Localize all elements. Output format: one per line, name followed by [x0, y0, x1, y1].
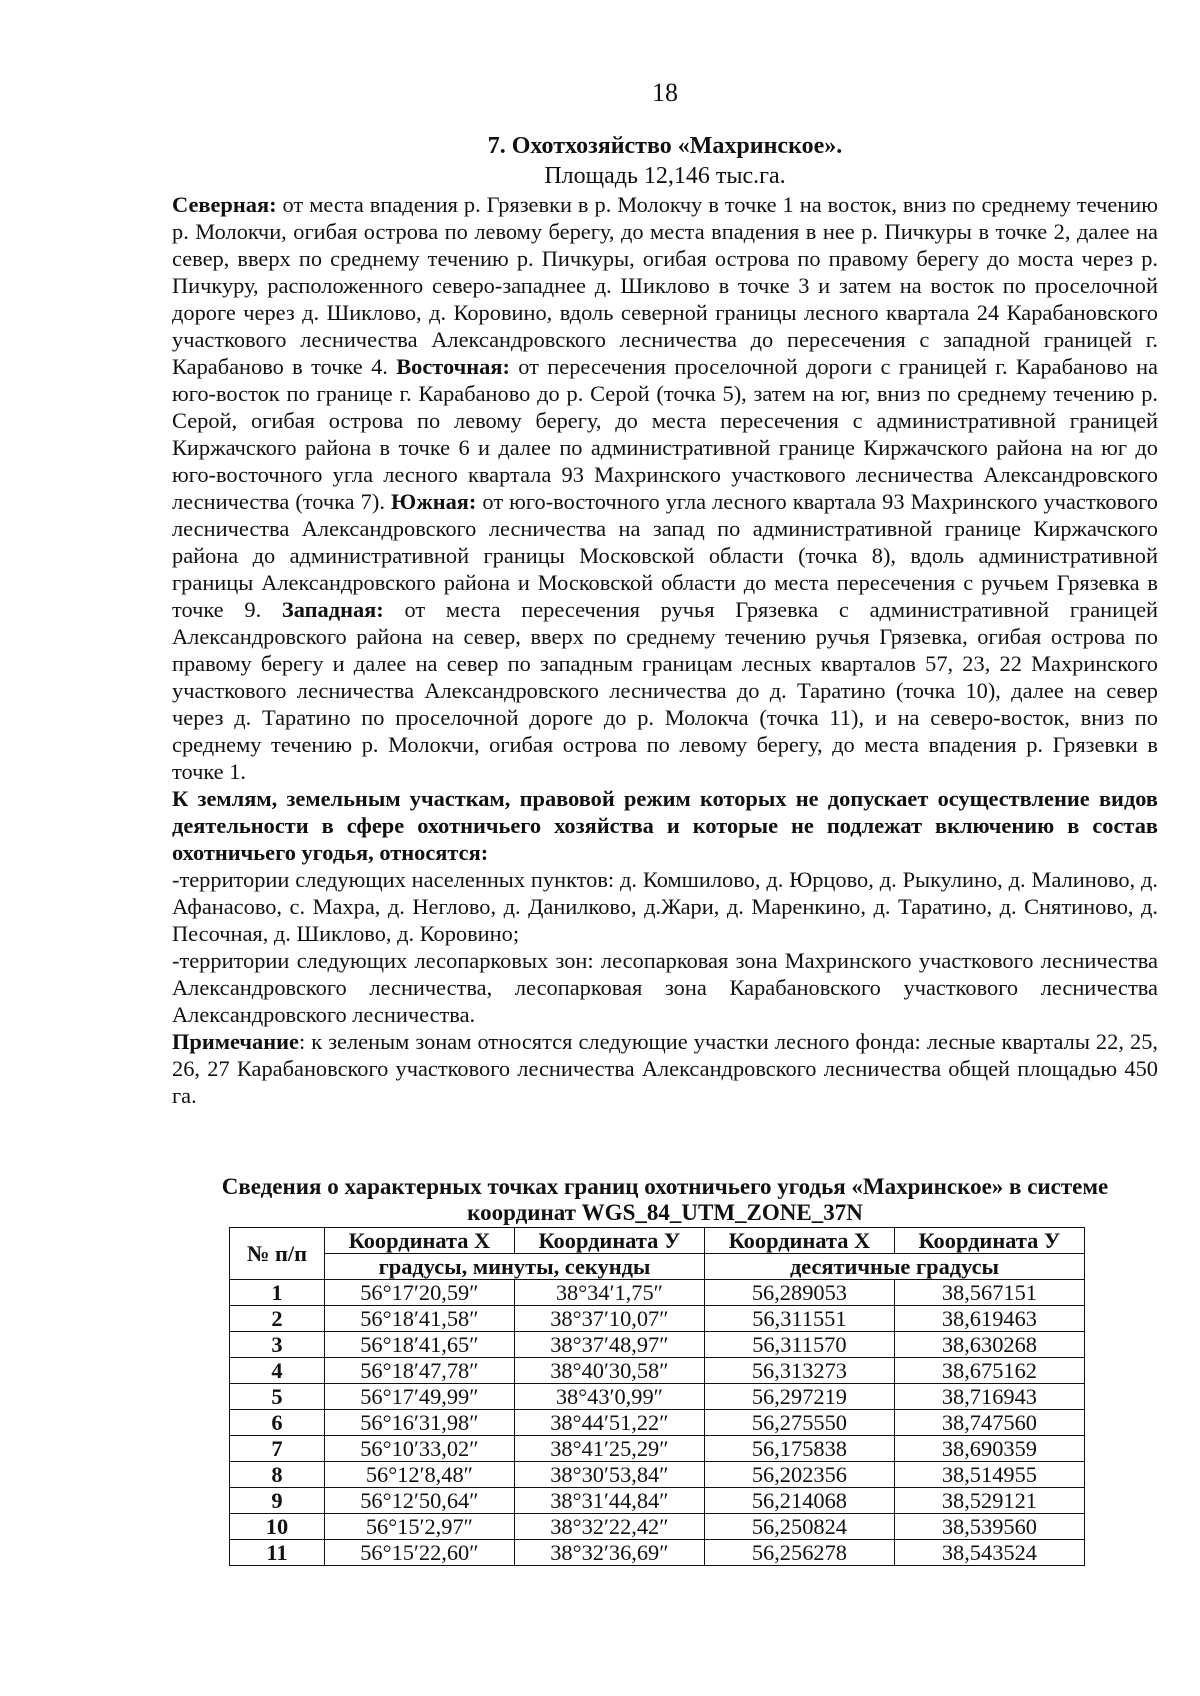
- east-label: Восточная:: [396, 354, 510, 379]
- cell-y-dms: 38°32′36,69″: [514, 1540, 704, 1566]
- note-text: : к зеленым зонам относятся следующие участки лесного фонда: лесные кварталы 22, 25, 26, 27 Карабановского участкового лесничества Александровского лесничества общей площадью 450 га.: [172, 1029, 1158, 1108]
- table-row: [230, 1540, 1085, 1566]
- table-subheader-row: [230, 1254, 1085, 1280]
- restriction-heading: К землям, земельным участкам, правовой режим которых не допускает осуществление видов деятельности в сфере охотничьего хозяйства и которые не подлежат включению в состав охотничьего угодья, относятся:: [172, 786, 1158, 865]
- cell-num: 9: [230, 1488, 325, 1514]
- west-label: Западная:: [281, 597, 384, 622]
- forest-parks-paragraph: -территории следующих лесопарковых зон: лесопарковая зона Махринского участкового лесничества Александровского лесничества, лесопарковая зона Карабановского участкового лесничества Александровского лесничества.: [172, 948, 1158, 1027]
- cell-y-decimal: 38,747560: [894, 1410, 1084, 1436]
- cell-y-dms: 38°30′53,84″: [514, 1462, 704, 1488]
- cell-x-decimal: 56,250824: [704, 1514, 894, 1540]
- cell-x-dms: 56°17′49,99″: [325, 1384, 515, 1410]
- cell-y-decimal: 38,529121: [894, 1488, 1084, 1514]
- cell-num: 11: [230, 1540, 325, 1566]
- cell-x-dms: 56°15′22,60″: [325, 1540, 515, 1566]
- cell-x-decimal: 56,256278: [704, 1540, 894, 1566]
- table-row: [230, 1410, 1085, 1436]
- cell-y-decimal: 38,543524: [894, 1540, 1084, 1566]
- table-row: [230, 1280, 1085, 1306]
- cell-y-decimal: 38,716943: [894, 1384, 1084, 1410]
- table-row: [230, 1462, 1085, 1488]
- table-row: [230, 1384, 1085, 1410]
- header-y-dms: Координата У: [514, 1228, 704, 1254]
- table-row: [230, 1436, 1085, 1462]
- section-heading: 7. Охотхозяйство «Махринское».: [487, 133, 843, 159]
- north-label: Северная:: [172, 192, 277, 217]
- cell-y-dms: 38°40′30,58″: [514, 1358, 704, 1384]
- cell-x-decimal: 56,297219: [704, 1384, 894, 1410]
- header-decimal: десятичные градусы: [704, 1254, 1084, 1280]
- cell-y-dms: 38°37′10,07″: [514, 1306, 704, 1332]
- cell-num: 2: [230, 1306, 325, 1332]
- note-paragraph: [172, 1028, 1158, 1109]
- area-line: Площадь 12,146 тыс.га.: [544, 163, 786, 189]
- cell-num: 3: [230, 1332, 325, 1358]
- header-y-decimal: Координата У: [894, 1228, 1084, 1254]
- boundary-description: [172, 191, 1158, 1109]
- cell-y-decimal: 38,567151: [894, 1280, 1084, 1306]
- table-header-row: [230, 1228, 1085, 1254]
- coordinates-table: [229, 1227, 1085, 1566]
- cell-num: 1: [230, 1280, 325, 1306]
- table-row: [230, 1514, 1085, 1540]
- cell-x-dms: 56°16′31,98″: [325, 1410, 515, 1436]
- cell-y-dms: 38°32′22,42″: [514, 1514, 704, 1540]
- cell-y-decimal: 38,675162: [894, 1358, 1084, 1384]
- cell-num: 5: [230, 1384, 325, 1410]
- table-row: [230, 1306, 1085, 1332]
- table-row: [230, 1488, 1085, 1514]
- west-text: от места пересечения ручья Грязевка с административной границей Александровского района на север, вверх по среднему течению ручья Грязевка, огибая острова по правому берегу и далее на север по западным границам лесных кварталов 57, 23, 22 Махринского участкового лесничества Александровского лесничества до д. Таратино (точка 10), далее на север через д. Таратино по проселочной дороге до р. Молокча (точка 11), и на северо-восток, вниз по среднему течению р. Молокчи, огибая острова по левому берегу, до места впадения р. Грязевки в точке 1.: [172, 597, 1158, 784]
- cell-x-dms: 56°18′41,65″: [325, 1332, 515, 1358]
- cell-x-dms: 56°12′50,64″: [325, 1488, 515, 1514]
- cell-y-decimal: 38,619463: [894, 1306, 1084, 1332]
- cell-y-decimal: 38,514955: [894, 1462, 1084, 1488]
- cell-y-dms: 38°44′51,22″: [514, 1410, 704, 1436]
- cell-x-decimal: 56,311570: [704, 1332, 894, 1358]
- header-num: № п/п: [230, 1228, 325, 1280]
- cell-y-dms: 38°34′1,75″: [514, 1280, 704, 1306]
- table-body: [230, 1280, 1085, 1566]
- cell-y-decimal: 38,630268: [894, 1332, 1084, 1358]
- settlements-paragraph: -территории следующих населенных пунктов: д. Комшилово, д. Юрцово, д. Рыкулино, д. Малиново, д. Афанасово, с. Махра, д. Неглово, д. Данилково, д.Жари, д. Маренкино, д. Таратино, д. Снятиново, д. Песочная, д. Шиклово, д. Коровино;: [172, 867, 1158, 946]
- cell-y-decimal: 38,690359: [894, 1436, 1084, 1462]
- cell-x-decimal: 56,275550: [704, 1410, 894, 1436]
- note-label: Примечание: [172, 1029, 299, 1054]
- cell-x-decimal: 56,175838: [704, 1436, 894, 1462]
- cell-x-dms: 56°18′41,58″: [325, 1306, 515, 1332]
- table-row: [230, 1332, 1085, 1358]
- cell-num: 6: [230, 1410, 325, 1436]
- cell-x-decimal: 56,202356: [704, 1462, 894, 1488]
- south-text: от юго-восточного угла лесного квартала 93 Махринского участкового лесничества Александровского лесничества на запад по административной границе Киржачского района до административной границы Московской области (точка 8), вдоль административной границы Александровского района и Московской области до места пересечения с ручьем Грязевка в точке 9.: [172, 489, 1159, 622]
- cell-x-dms: 56°10′33,02″: [325, 1436, 515, 1462]
- table-title-line1: Сведения о характерных точках границ охотничьего угодья «Махринское» в системе: [221, 1174, 1109, 1199]
- cell-x-dms: 56°18′47,78″: [325, 1358, 515, 1384]
- cell-y-dms: 38°41′25,29″: [514, 1436, 704, 1462]
- cell-y-dms: 38°43′0,99″: [514, 1384, 704, 1410]
- cell-num: 8: [230, 1462, 325, 1488]
- cell-x-decimal: 56,289053: [704, 1280, 894, 1306]
- header-x-decimal: Координата X: [704, 1228, 894, 1254]
- table-row: [230, 1358, 1085, 1384]
- cell-y-decimal: 38,539560: [894, 1514, 1084, 1540]
- north-text: от места впадения р. Грязевки в р. Молокчу в точке 1 на восток, вниз по среднему течению р. Молокчи, огибая острова по левому берегу, до места впадения в нее р. Пичкуры в точке 2, далее на север, вверх по среднему течению р. Пичкуры, огибая острова по правому берегу до моста через р. Пичкуру, расположенного северо-западнее д. Шиклово в точке 3 и затем на восток по проселочной дороге через д. Шиклово, д. Коровино, вдоль северной границы лесного квартала 24 Карабановского участкового лесничества Александровского лесничества до пересечения с западной границей г. Карабаново в точке 4.: [172, 192, 1158, 379]
- boundaries-paragraph: [172, 191, 1158, 785]
- cell-num: 10: [230, 1514, 325, 1540]
- cell-x-dms: 56°17′20,59″: [325, 1280, 515, 1306]
- cell-num: 4: [230, 1358, 325, 1384]
- cell-y-dms: 38°31′44,84″: [514, 1488, 704, 1514]
- page-number: 18: [652, 78, 678, 107]
- south-label: Южная:: [390, 489, 477, 514]
- header-x-dms: Координата X: [325, 1228, 515, 1254]
- header-dms: градусы, минуты, секунды: [325, 1254, 705, 1280]
- cell-x-dms: 56°12′8,48″: [325, 1462, 515, 1488]
- cell-x-decimal: 56,313273: [704, 1358, 894, 1384]
- cell-y-dms: 38°37′48,97″: [514, 1332, 704, 1358]
- table-title: [172, 1174, 1158, 1226]
- cell-num: 7: [230, 1436, 325, 1462]
- table-title-line2: координат WGS_84_UTM_ZONE_37N: [467, 1200, 863, 1225]
- cell-x-decimal: 56,214068: [704, 1488, 894, 1514]
- cell-x-decimal: 56,311551: [704, 1306, 894, 1332]
- east-text: от пересечения проселочной дороги с границей г. Карабаново на юго-восток по границе г. Карабаново до р. Серой (точка 5), затем на юг, вниз по среднему течению р. Серой, огибая острова по левому берегу, до места пересечения с административной границей Киржачского района в точке 6 и далее по административной границе Киржачского района на юг до юго-восточного угла лесного квартала 93 Махринского участкового лесничества Александровского лесничества (точка 7).: [172, 354, 1159, 514]
- cell-x-dms: 56°15′2,97″: [325, 1514, 515, 1540]
